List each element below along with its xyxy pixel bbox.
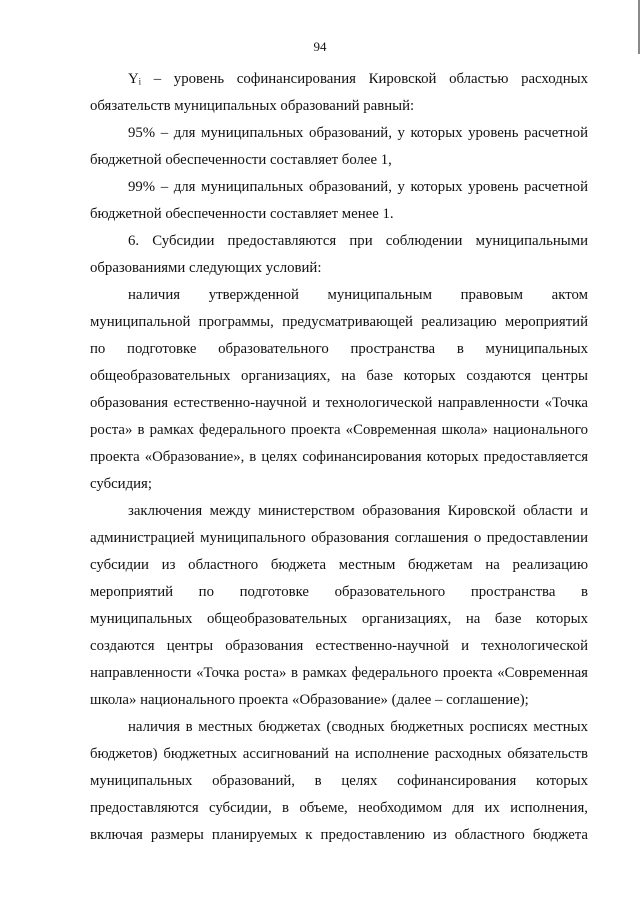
text-line: общеобразовательных организациях, на базе которых создаются центры bbox=[90, 368, 588, 384]
text-line: субсидии из областного бюджета местным бюджетам на реализацию bbox=[90, 557, 588, 573]
paragraph-coefficient-definition bbox=[90, 66, 588, 120]
text-line: мероприятий по подготовке образовательного пространства в bbox=[90, 584, 588, 600]
text-line: предоставляются субсидии, в объеме, необходимом для их исполнения, bbox=[90, 800, 588, 816]
text-line: наличия утвержденной муниципальным правовым актом bbox=[128, 287, 588, 303]
paragraph-agreement bbox=[90, 498, 588, 714]
text-line: Yᵢ – уровень софинансирования Кировской областью расходных bbox=[128, 71, 588, 87]
text-line: муниципальных общеобразовательных организациях, на базе которых bbox=[90, 611, 588, 627]
text-line: образованиями следующих условий: bbox=[90, 260, 322, 276]
text-line: 6. Субсидии предоставляются при соблюдении муниципальными bbox=[128, 233, 588, 249]
text-line: школа» национального проекта «Образование» (далее – соглашение); bbox=[90, 692, 529, 708]
text-line: создаются центры образования естественно-научной и технологической bbox=[90, 638, 588, 654]
text-line: 95% – для муниципальных образований, у которых уровень расчетной bbox=[128, 125, 588, 141]
text-line: бюджетной обеспеченности составляет более 1, bbox=[90, 152, 392, 168]
text-line: 99% – для муниципальных образований, у которых уровень расчетной bbox=[128, 179, 588, 195]
text-line: наличия в местных бюджетах (сводных бюджетных росписях местных bbox=[128, 719, 588, 735]
text-line: по подготовке образовательного пространства в муниципальных bbox=[90, 341, 588, 357]
paragraph-95-percent bbox=[90, 120, 588, 174]
text-line: муниципальных образований, в целях софинансирования которых bbox=[90, 773, 588, 789]
text-line: администрацией муниципального образования соглашения о предоставлении bbox=[90, 530, 588, 546]
text-line: заключения между министерством образования Кировской области и bbox=[128, 503, 588, 519]
paragraph-budget-allocations bbox=[90, 714, 588, 849]
text-line: направленности «Точка роста» в рамках федерального проекта «Современная bbox=[90, 665, 588, 681]
page-number: 94 bbox=[313, 39, 327, 54]
text-line: включая размеры планируемых к предоставлению из областного бюджета bbox=[90, 827, 588, 843]
text-line: роста» в рамках федерального проекта «Современная школа» национального bbox=[90, 422, 588, 438]
paragraph-municipal-program bbox=[90, 282, 588, 498]
text-line: бюджетной обеспеченности составляет менее 1. bbox=[90, 206, 394, 222]
text-line: бюджетов) бюджетных ассигнований на исполнение расходных обязательств bbox=[90, 746, 588, 762]
paragraph-subsidy-conditions bbox=[90, 228, 588, 282]
text-line: обязательств муниципальных образований равный: bbox=[90, 98, 415, 114]
text-line: муниципальной программы, предусматривающей реализацию мероприятий bbox=[90, 314, 588, 330]
text-line: образования естественно-научной и технологической направленности «Точка bbox=[90, 395, 588, 411]
paragraph-99-percent bbox=[90, 174, 588, 228]
text-line: проекта «Образование», в целях софинансирования которых предоставляется bbox=[90, 449, 588, 465]
text-line: субсидия; bbox=[90, 476, 152, 492]
body-text bbox=[90, 66, 588, 849]
